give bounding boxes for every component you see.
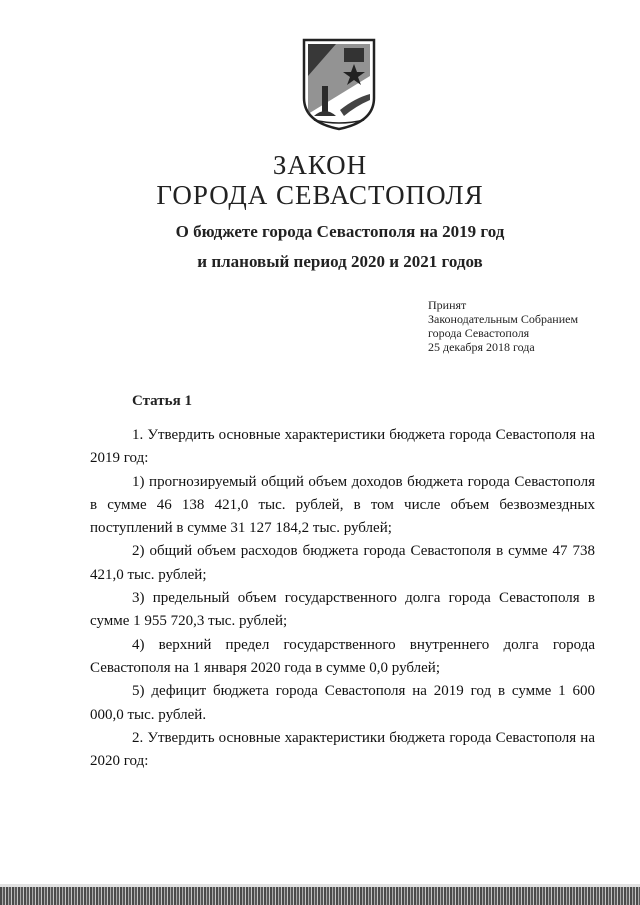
- adoption-line: Законодательным Собранием: [428, 312, 579, 326]
- law-city-title: ГОРОДА СЕВАСТОПОЛЯ: [156, 180, 484, 210]
- paragraph: 2) общий объем расходов бюджета города Севастополя в сумме 47 738 421,0 тыс. рублей;: [90, 543, 595, 583]
- sevastopol-coat-of-arms-icon: [300, 36, 378, 132]
- paragraph: 4) верхний предел государственного внутреннего долга города Севастополя на 1 января 2020 года в сумме 0,0 рублей;: [90, 636, 595, 676]
- paragraph: 1. Утвердить основные характеристики бюджета города Севастополя на 2019 год:: [90, 427, 595, 467]
- adoption-note: [428, 298, 578, 354]
- adoption-date: 25 декабря 2018 года: [428, 340, 535, 354]
- article-body: [90, 424, 595, 773]
- article-heading: Статья 1: [132, 393, 192, 409]
- paragraph: 2. Утвердить основные характеристики бюджета города Севастополя на 2020 год:: [90, 729, 595, 770]
- paragraph: 3) предельный объем государственного долга города Севастополя в сумме 1 955 720,3 тыс. рублей;: [90, 590, 595, 630]
- law-subtitle-line1: О бюджете города Севастополя на 2019 год: [175, 222, 505, 241]
- law-subtitle-line2: и плановый период 2020 и 2021 годов: [197, 252, 483, 271]
- paragraph: 1) прогнозируемый общий объем доходов бюджета города Севастополя в сумме 46 138 421,0 тыс. рублей, в том числе объем безвозмездных поступлений в сумме 31 127 184,2 тыс. рублей;: [90, 473, 595, 537]
- adoption-line: Принят: [428, 298, 467, 312]
- scan-edge-noise: [0, 884, 640, 905]
- law-title: ЗАКОН: [272, 150, 368, 180]
- adoption-line: города Севастополя: [428, 326, 530, 340]
- paragraph: 5) дефицит бюджета города Севастополя на 2019 год в сумме 1 600 000,0 тыс. рублей.: [90, 683, 595, 723]
